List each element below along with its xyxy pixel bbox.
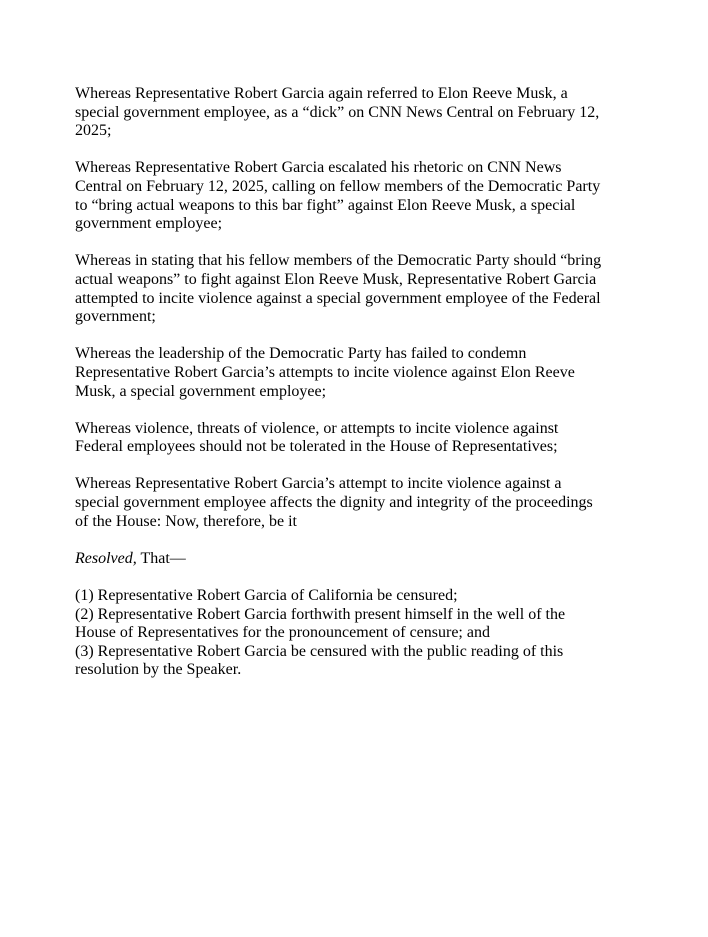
text-line: Central on February 12, 2025, calling on fellow members of the Democratic Party [75,177,601,195]
resolved-italic: Resolved, [75,549,137,567]
text-line: special government employee affects the dignity and integrity of the proceedings [75,494,593,512]
clause-line: (1) Representative Robert Garcia of California be censured; [75,587,458,605]
clause-line: House of Representatives for the pronouncement of censure; and [75,624,490,642]
text-line: Musk, a special government employee; [75,382,327,400]
text-line: Whereas violence, threats of violence, or attempts to incite violence against [75,419,559,437]
text-line: government employee; [75,215,223,233]
resolution-clauses [75,587,655,680]
whereas-paragraph [75,159,655,233]
text-line: actual weapons” to fight against Elon Reeve Musk, Representative Robert Garcia [75,270,597,288]
text-line: to “bring actual weapons to this bar fight” against Elon Reeve Musk, a special [75,196,576,214]
text-line: government; [75,308,156,326]
text-line: attempted to incite violence against a special government employee of the Federal [75,289,601,307]
whereas-clauses [75,85,655,531]
clause-line: resolution by the Speaker. [75,661,242,679]
text-line: Whereas the leadership of the Democratic Party has failed to condemn [75,345,527,363]
whereas-paragraph [75,345,655,401]
whereas-paragraph [75,420,655,457]
text-line: Representative Robert Garcia’s attempts to incite violence against Elon Reeve [75,363,575,381]
whereas-paragraph [75,252,655,326]
text-line: Whereas in stating that his fellow members of the Democratic Party should “bring [75,252,602,270]
resolved-heading [75,550,655,569]
text-line: Whereas Representative Robert Garcia again referred to Elon Reeve Musk, a [75,85,568,102]
resolved-that: That— [136,549,186,567]
text-line: of the House: Now, therefore, be it [75,512,297,530]
text-line: 2025; [75,122,112,140]
text-line: Whereas Representative Robert Garcia escalated his rhetoric on CNN News [75,159,562,177]
clause-line: (3) Representative Robert Garcia be censured with the public reading of this [75,642,564,660]
resolution-document [75,85,655,680]
whereas-paragraph [75,475,655,531]
clause-line: (2) Representative Robert Garcia forthwith present himself in the well of the [75,605,566,623]
text-line: Whereas Representative Robert Garcia’s attempt to incite violence against a [75,475,562,493]
text-line: Federal employees should not be tolerated in the House of Representatives; [75,438,558,456]
text-line: special government employee, as a “dick” on CNN News Central on February 12, [75,103,600,121]
whereas-paragraph [75,85,655,141]
